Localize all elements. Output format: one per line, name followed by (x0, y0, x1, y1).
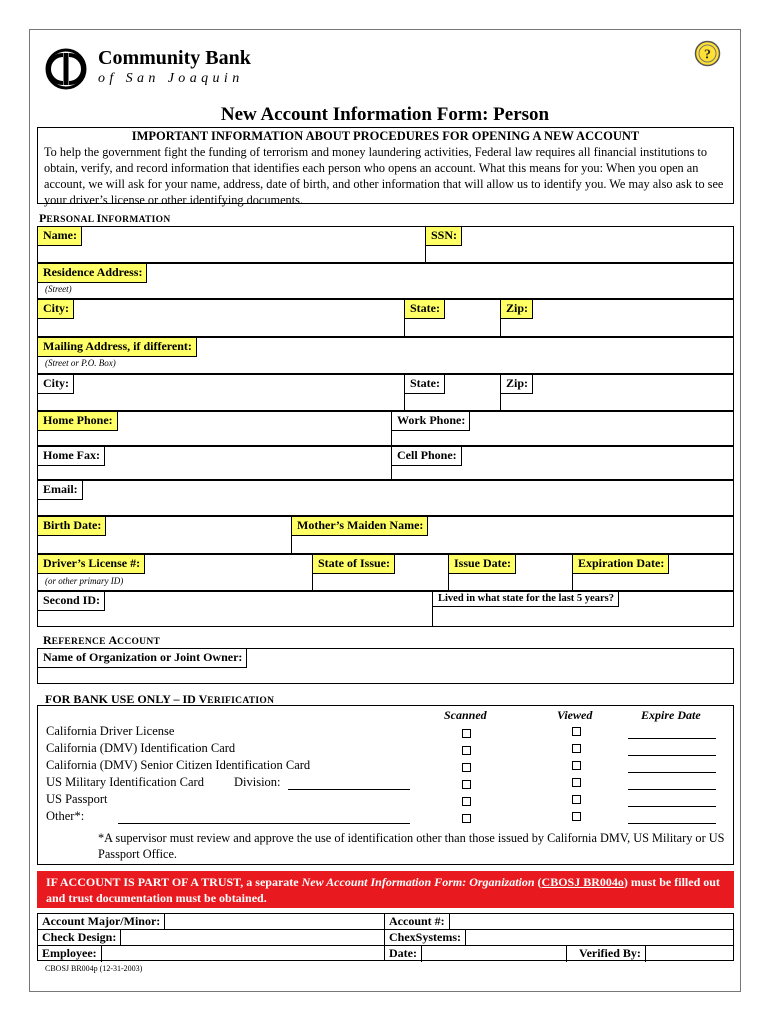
verified-by-label[interactable]: Verified By: (566, 946, 646, 962)
expire-date-input[interactable] (628, 772, 716, 773)
bank-account-block (37, 913, 734, 961)
name-field[interactable] (38, 227, 425, 262)
account-number-label[interactable]: Account #: (385, 914, 450, 930)
mailing-state-field[interactable] (404, 375, 500, 410)
important-info-box (37, 127, 734, 207)
trust-form-name: New Account Information Form: Organization (301, 875, 535, 889)
trust-notice: IF ACCOUNT IS PART OF A TRUST, a separate New Account Information Form: Organization (CBOSJ BR004o) must be filled out and trust documentation must be obtained. (37, 871, 734, 908)
expire-date-input[interactable] (628, 823, 716, 824)
scanned-checkbox[interactable] (462, 746, 471, 755)
bank-logo-icon (44, 47, 88, 91)
work-phone-field[interactable] (391, 412, 733, 445)
email-row[interactable] (37, 480, 734, 516)
name-ssn-row (37, 226, 734, 263)
mailing-city-state-zip-row (37, 374, 734, 411)
help-icon[interactable] (694, 40, 721, 67)
state-label: State: (405, 300, 445, 319)
account-row (38, 914, 733, 930)
home-fax-label: Home Fax: (38, 447, 105, 466)
drivers-license-label: Driver’s License #: (38, 555, 145, 574)
mailing-hint: (Street or P.O. Box) (45, 358, 116, 368)
id-label-us-military-card: US Military Identification Card (46, 775, 204, 789)
city-label: City: (38, 300, 74, 319)
second-id-row (37, 591, 734, 627)
expire-date-input[interactable] (628, 806, 716, 807)
zip-field[interactable] (500, 300, 733, 336)
residence-label: Residence Address: (38, 264, 147, 283)
svg-text:?: ? (704, 47, 711, 63)
important-heading: IMPORTANT INFORMATION ABOUT PROCEDURES FOR OPENING A NEW ACCOUNT (131, 129, 640, 143)
check-design-label[interactable]: Check Design: (38, 930, 121, 946)
drivers-license-field[interactable] (38, 555, 312, 590)
division-input[interactable] (288, 789, 410, 790)
id-label-ca-driver-license: California Driver License (46, 724, 175, 738)
scanned-checkbox[interactable] (462, 814, 471, 823)
state-field[interactable] (404, 300, 500, 336)
birth-maiden-row (37, 516, 734, 554)
mailing-city-field[interactable] (38, 375, 404, 410)
ssn-label: SSN: (426, 227, 462, 246)
mailing-label: Mailing Address, if different: (38, 338, 197, 357)
employee-row (38, 946, 733, 962)
license-row (37, 554, 734, 591)
mailing-city-label: City: (38, 375, 74, 394)
mailing-zip-field[interactable] (500, 375, 733, 410)
birth-date-label: Birth Date: (38, 517, 106, 536)
scanned-checkbox[interactable] (462, 763, 471, 772)
bank-name: Community Bank (98, 47, 251, 69)
zip-label: Zip: (501, 300, 533, 319)
important-text: To help the government fight the funding of terrorism and money laundering activities, Federal law requires all financial institutions to obtain, verify, and record information that identifies each person who opens an account. What this means for you: When you open an account, we will ask for your name, address, date of birth, and other information that will allow us to identify you. We may also ask to see your driver’s license or other identifying documents. (44, 145, 724, 207)
id-label-us-passport: US Passport (46, 792, 108, 806)
col-viewed: Viewed (557, 708, 593, 722)
mailing-state-label: State: (405, 375, 445, 394)
mailing-zip-label: Zip: (501, 375, 533, 394)
date-label[interactable]: Date: (385, 946, 422, 962)
viewed-checkbox[interactable] (572, 727, 581, 736)
col-scanned: Scanned (444, 708, 487, 722)
scanned-checkbox[interactable] (462, 780, 471, 789)
street-hint: (Street) (45, 284, 72, 294)
maiden-name-label: Mother’s Maiden Name: (292, 517, 428, 536)
lived-in-label: Lived in what state for the last 5 years? (433, 592, 619, 607)
city-state-zip-row (37, 299, 734, 337)
fax-cell-row (37, 446, 734, 480)
id-label-ca-senior-card: California (DMV) Senior Citizen Identification Card (46, 758, 311, 772)
expire-date-input[interactable] (628, 789, 716, 790)
viewed-checkbox[interactable] (572, 795, 581, 804)
scanned-checkbox[interactable] (462, 729, 471, 738)
org-owner-label: Name of Organization or Joint Owner: (38, 649, 247, 668)
scanned-checkbox[interactable] (462, 797, 471, 806)
mailing-row[interactable] (37, 337, 734, 374)
employee-label[interactable]: Employee: (38, 946, 102, 962)
id-label-other: Other*: (46, 809, 85, 823)
viewed-checkbox[interactable] (572, 778, 581, 787)
trust-form-link[interactable]: CBOSJ BR004o (541, 875, 624, 889)
ssn-field[interactable] (425, 227, 733, 262)
residence-row[interactable] (37, 263, 734, 299)
issue-date-label: Issue Date: (449, 555, 516, 574)
state-of-issue-label: State of Issue: (313, 555, 395, 574)
bank-use-box (37, 705, 734, 865)
other-input[interactable] (118, 823, 410, 824)
expire-date-input[interactable] (628, 738, 716, 739)
cell-phone-field[interactable] (391, 447, 733, 479)
second-id-field[interactable] (38, 592, 432, 626)
issue-date-field[interactable] (448, 555, 572, 590)
bank-use-heading: FOR BANK USE ONLY – ID VERIFICATION (45, 692, 275, 706)
org-owner-row[interactable] (37, 648, 734, 684)
name-label: Name: (38, 227, 82, 246)
chexsystems-label[interactable]: ChexSystems: (385, 930, 466, 946)
division-label: Division: (234, 775, 281, 789)
expiration-date-field[interactable] (572, 555, 733, 590)
home-phone-label: Home Phone: (38, 412, 118, 431)
home-phone-field[interactable] (38, 412, 391, 445)
expiration-date-label: Expiration Date: (573, 555, 669, 574)
supervisor-note: *A supervisor must review and approve the use of identification other than those issued by California DMV, US Military or US Passport Office. (98, 831, 725, 861)
phone-row (37, 411, 734, 446)
expire-date-input[interactable] (628, 755, 716, 756)
lived-in-field[interactable] (432, 592, 733, 626)
home-fax-field[interactable] (38, 447, 391, 479)
viewed-checkbox[interactable] (572, 812, 581, 821)
viewed-checkbox[interactable] (572, 744, 581, 753)
bank-subtitle: of San Joaquin (98, 71, 244, 86)
state-of-issue-field[interactable] (312, 555, 448, 590)
check-row (38, 930, 733, 946)
form-title: New Account Information Form: Person (220, 104, 550, 125)
dl-hint: (or other primary ID) (45, 576, 124, 586)
city-field[interactable] (38, 300, 404, 336)
cell-phone-label: Cell Phone: (392, 447, 462, 466)
email-label: Email: (38, 481, 83, 500)
col-expire-date: Expire Date (641, 708, 701, 722)
second-id-label: Second ID: (38, 592, 105, 611)
personal-info-heading: PERSONAL INFORMATION (39, 211, 171, 225)
id-label-ca-id-card: California (DMV) Identification Card (46, 741, 236, 755)
form-code: CBOSJ BR004p (12-31-2003) (45, 964, 143, 973)
maiden-name-field[interactable] (291, 517, 733, 553)
work-phone-label: Work Phone: (392, 412, 470, 431)
birth-date-field[interactable] (38, 517, 291, 553)
reference-account-heading: REFERENCE ACCOUNT (43, 633, 161, 647)
account-major-minor-label[interactable]: Account Major/Minor: (38, 914, 165, 930)
viewed-checkbox[interactable] (572, 761, 581, 770)
